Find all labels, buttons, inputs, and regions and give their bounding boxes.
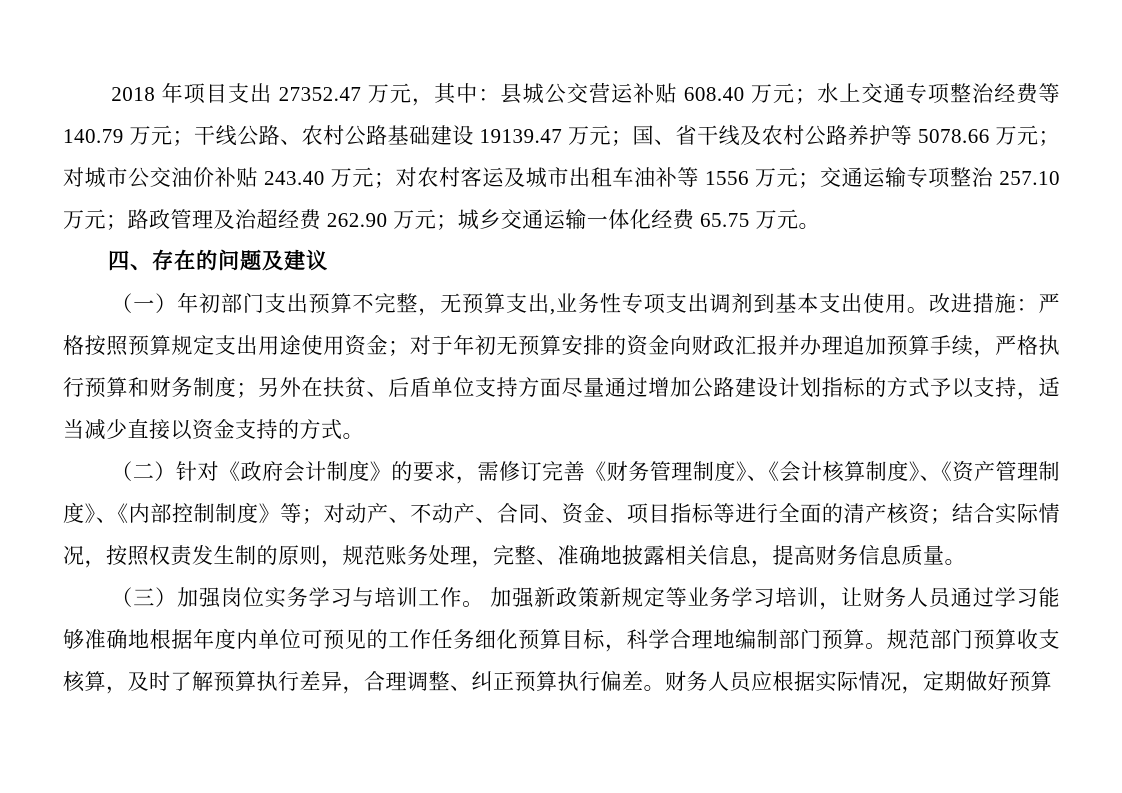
section-heading-problems-and-suggestions: 四、存在的问题及建议 xyxy=(108,250,329,273)
paragraph-issue-2-accounting-system: （二）针对《政府会计制度》的要求，需修订完善《财务管理制度》、《会计核算制度》、《资产管理制度》、《内部控制制度》等；对动产、不动产、合同、资金、项目指标等进行全面的清产核资；结合实际情况，按照权责发生制的原则，规范账务处理，完整、准确地披露相关信息，提高财务信息质量。 xyxy=(63,460,1060,568)
paragraph-2018-project-expenditure: 2018 年项目支出 27352.47 万元，其中：县城公交营运补贴 608.40 万元；水上交通专项整治经费等 140.79 万元；干线公路、农村公路基础建设 19139.47 万元；国、省干线及农村公路养护等 5078.66 万元；对城市公交油价补贴 243.40 万元；对农村客运及城市出租车油补等 1556 万元；交通运输专项整治 257.10 万元；路政管理及治超经费 262.90 万元；城乡交通运输一体化经费 65.75 万元。 xyxy=(63,82,1060,232)
paragraph-issue-3-training: （三）加强岗位实务学习与培训工作。 加强新政策新规定等业务学习培训，让财务人员通过学习能够准确地根据年度内单位可预见的工作任务细化预算目标，科学合理地编制部门预算。规范部门预算收支核算，及时了解预算执行差异，合理调整、纠正预算执行偏差。财务人员应根据实际情况，定期做好预算 xyxy=(63,586,1060,694)
paragraph-issue-1-budget-incomplete: （一）年初部门支出预算不完整，无预算支出,业务性专项支出调剂到基本支出使用。改进措施：严格按照预算规定支出用途使用资金；对于年初无预算安排的资金向财政汇报并办理追加预算手续，严格执行预算和财务制度；另外在扶贫、后盾单位支持方面尽量通过增加公路建设计划指标的方式予以支持，适当减少直接以资金支持的方式。 xyxy=(63,292,1060,442)
document-content xyxy=(63,73,1060,703)
